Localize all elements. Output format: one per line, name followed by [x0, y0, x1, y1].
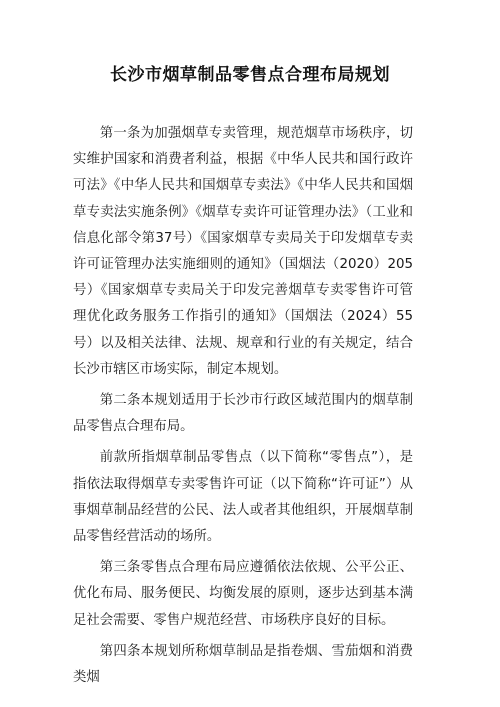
document-title: 长沙市烟草制品零售点合理布局规划: [110, 65, 390, 85]
document-body: [73, 121, 413, 691]
paragraph-article-4: 第四条本规划所称烟草制品是指卷烟、雪茄烟和消费类烟: [73, 643, 413, 686]
paragraph-retail-point-definition: 前款所指烟草制品零售点（以下简称“零售点”），是指依法取得烟草专卖零售许可证（以下简称“许可证”）从事烟草制品经营的公民、法人或者其他组织，开展烟草制品零售经营活动的场所。: [73, 450, 413, 545]
paragraph-article-3: 第三条零售点合理布局应遵循依法依规、公平公正、优化布局、服务便民、均衡发展的原则，逐步达到基本满足社会需要、零售户规范经营、市场秩序良好的目标。: [73, 560, 413, 628]
paragraph-article-1: 第一条为加强烟草专卖管理，规范烟草市场秩序，切实维护国家和消费者利益，根据《中华人民共和国行政许可法》《中华人民共和国烟草专卖法》《中华人民共和国烟草专卖法实施条例》《烟草专卖许可证管理办法》（工业和信息化部令第37号）《国家烟草专卖局关于印发烟草专卖许可证管理办法实施细则的通知》（国烟法（2020）205号）《国家烟草专卖局关于印发完善烟草专卖零售许可管理优化政务服务工作指引的通知》（国烟法（2024）55号）以及相关法律、法规、规章和行业的有关规定，结合长沙市辖区市场实际，制定本规划。: [73, 126, 413, 377]
paragraph-article-2: 第二条本规划适用于长沙市行政区域范围内的烟草制品零售点合理布局。: [73, 393, 413, 435]
